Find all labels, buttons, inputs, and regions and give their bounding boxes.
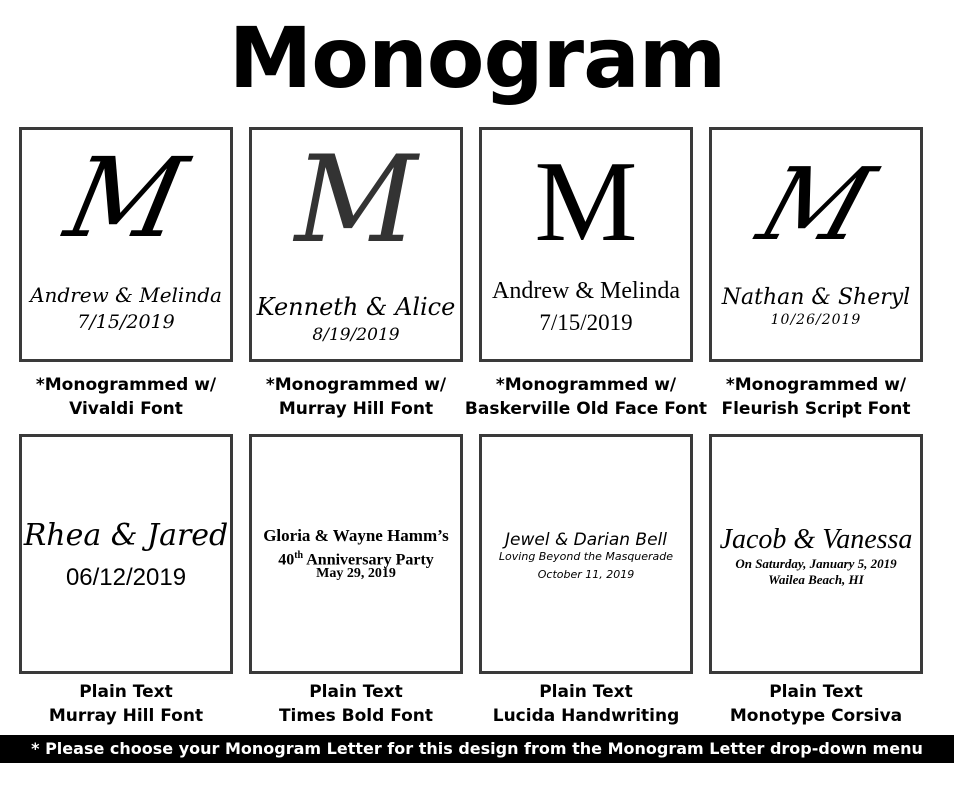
design-sample-murray-hill[interactable]	[249, 127, 463, 362]
caption-vivaldi: *Monogrammed w/ Vivaldi Font	[35, 375, 217, 419]
design-sample-vivaldi[interactable]	[19, 127, 233, 362]
page-title: Monogram	[228, 9, 726, 107]
sample-line-1: Gloria & Wayne Hamm’s	[263, 526, 449, 545]
caption-baskerville: *Monogrammed w/ Baskerville Old Face Font	[464, 375, 708, 419]
caption-fleurish: *Monogrammed w/ Fleurish Script Font	[721, 375, 911, 419]
sample-line-1: Jewel & Darian Bell	[504, 530, 667, 550]
design-sample-monotype-corsiva[interactable]	[709, 434, 923, 674]
sample-line-1: Jacob & Vanessa	[719, 524, 913, 555]
sample-names: Andrew & Melinda	[492, 278, 680, 304]
caption-plain-murray-hill: Plain Text Murray Hill Font	[48, 682, 204, 726]
monogram-letter: M	[534, 138, 638, 266]
sample-line-3: Wailea Beach, HI	[768, 572, 864, 587]
sample-names: Andrew & Melinda	[30, 283, 222, 307]
monogram-letter: M	[294, 131, 418, 270]
sample-line-2: Loving Beyond the Masquerade	[498, 550, 674, 563]
footer-note: * Please choose your Monogram Letter for this design from the Monogram Letter drop-down menu below.	[0, 735, 954, 763]
sample-line-3: October 11, 2019	[537, 568, 635, 581]
caption-lucida-handwriting: Plain Text Lucida Handwriting	[492, 682, 680, 726]
monogram-letter: M	[56, 134, 196, 262]
sample-names: Kenneth & Alice	[256, 293, 456, 321]
sample-names: Nathan & Sheryl	[721, 285, 911, 310]
caption-monotype-corsiva: Plain Text Monotype Corsiva	[729, 682, 903, 726]
sample-date: 10/26/2019	[770, 312, 862, 328]
sample-line-3: May 29, 2019	[316, 566, 396, 581]
monogram-letter: M	[745, 146, 887, 263]
design-sample-baskerville[interactable]	[479, 127, 693, 362]
design-sample-times-bold[interactable]	[249, 434, 463, 674]
sample-names: Rhea & Jared	[23, 518, 229, 553]
caption-times-bold: Plain Text Times Bold Font	[278, 682, 434, 726]
design-sample-lucida-handwriting[interactable]	[479, 434, 693, 674]
sample-date: 7/15/2019	[77, 311, 175, 333]
sample-line-2: 40th Anniversary Party	[278, 550, 434, 569]
sample-date: 8/19/2019	[312, 325, 400, 345]
design-sample-fleurish[interactable]	[709, 127, 923, 362]
design-sample-plain-murray-hill[interactable]	[19, 434, 233, 674]
sample-line-2: On Saturday, January 5, 2019	[735, 556, 897, 571]
sample-date: 06/12/2019	[65, 564, 187, 591]
caption-murray-hill: *Monogrammed w/ Murray Hill Font	[265, 375, 447, 419]
sample-date: 7/15/2019	[539, 310, 633, 335]
